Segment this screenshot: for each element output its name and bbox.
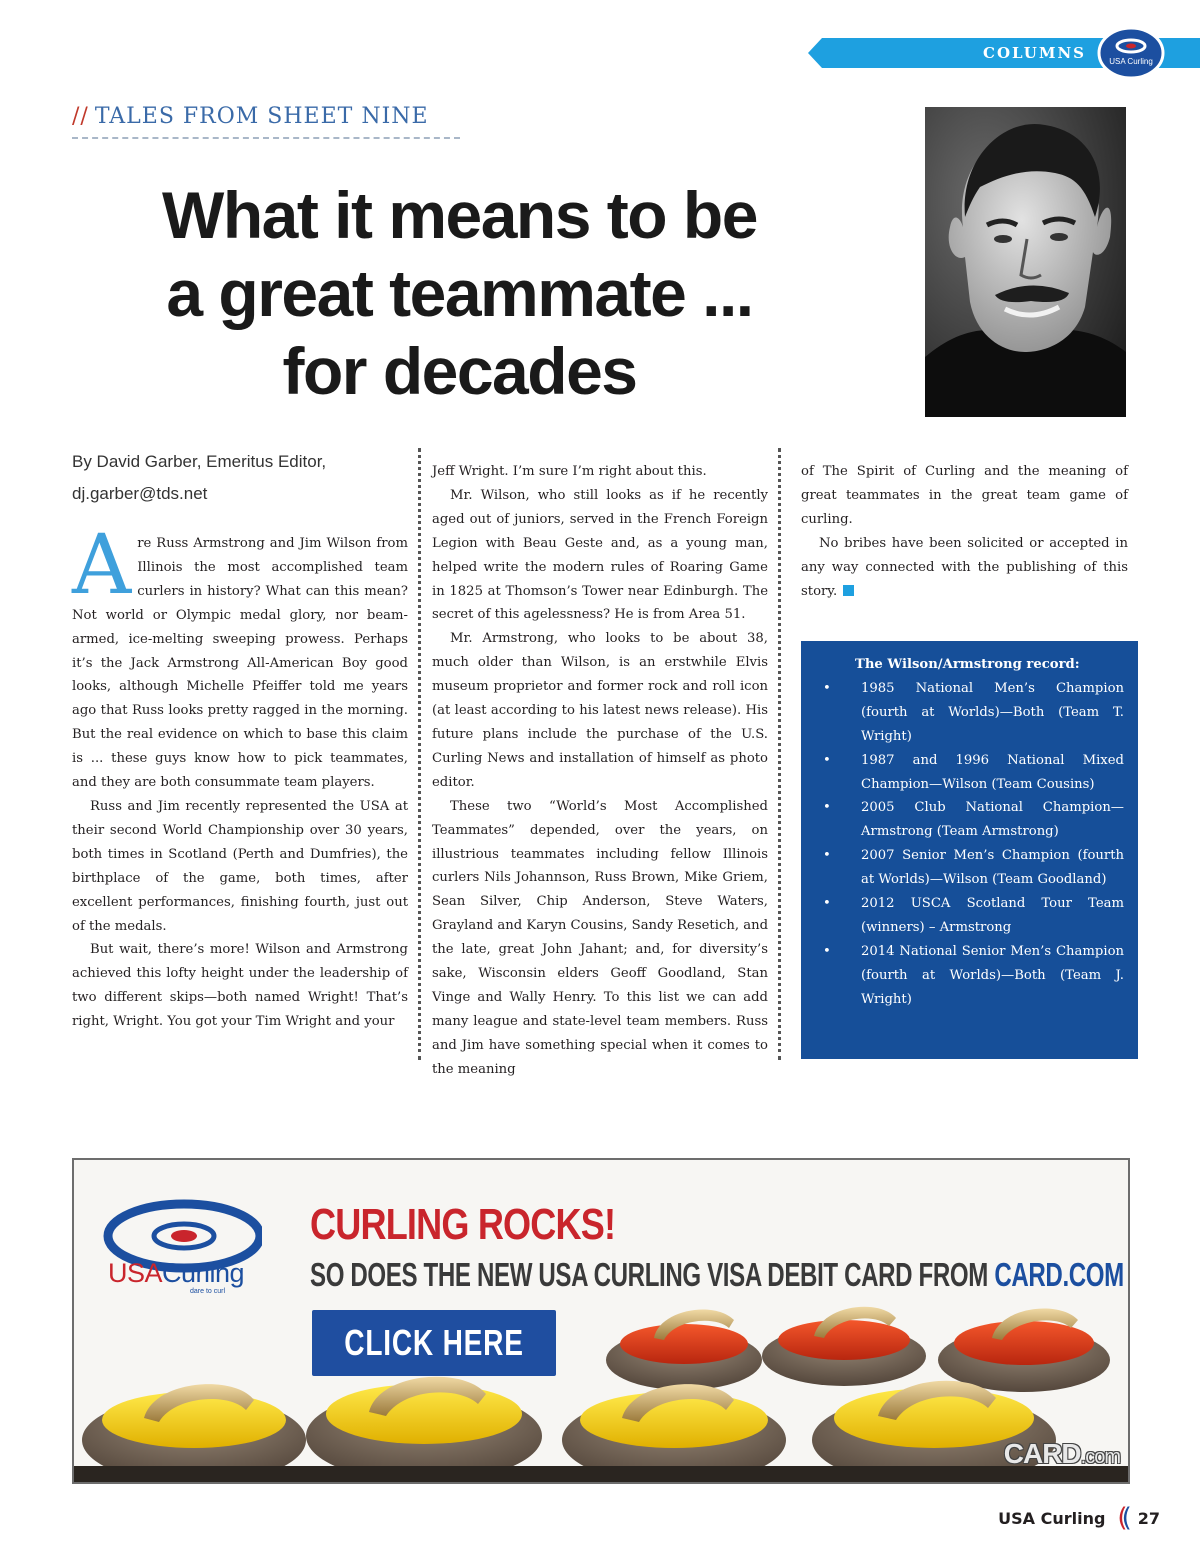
headline-line: a great teammate ... xyxy=(166,256,753,330)
curling-brackets-icon: (( xyxy=(1117,1503,1126,1533)
byline xyxy=(72,446,412,510)
column-divider xyxy=(778,448,781,1060)
logo-curling: Curling xyxy=(162,1258,245,1288)
bullet-icon: • xyxy=(823,943,831,959)
record-item xyxy=(815,844,1124,892)
ad-logo-wordmark xyxy=(108,1258,244,1289)
card-ad-banner[interactable] xyxy=(72,1158,1130,1484)
column-divider xyxy=(418,448,421,1060)
bullet-icon: • xyxy=(823,800,831,816)
card-logo-text: CARD xyxy=(1003,1438,1081,1469)
bullet-icon: • xyxy=(823,752,831,768)
record-item xyxy=(815,940,1124,1012)
section-label: COLUMNS xyxy=(983,44,1086,62)
record-item xyxy=(815,749,1124,797)
article-column-3 xyxy=(801,460,1128,603)
article-paragraph: These two “World’s Most Accomplished Teammates” depended, over the years, on illustrious teammates including fellow Illinois curlers Nils Johannson, Russ Brown, Mike Griem, Sean Silver, Chip Anderson, Steve Waters, Grayland and Karyn Cousins, Sandy Resetich, and the late, great John Jahant; and, for diversity’s sake, Wisconsin elders Geoff Goodland, Stan Vinge and Wally Henry. To this list we can add many league and state-level team members. Russ and Jim have something special when it comes to the meaning xyxy=(432,798,769,1077)
card-com-logo xyxy=(1004,1438,1120,1470)
bullet-icon: • xyxy=(823,848,831,864)
ad-subhead-text: SO DOES THE NEW USA CURLING VISA DEBIT CARD FROM xyxy=(310,1256,988,1293)
kicker-text: TALES FROM SHEET NINE xyxy=(94,104,429,129)
record-item xyxy=(815,796,1124,844)
drop-cap: A xyxy=(72,518,132,613)
ad-logo-tagline: dare to curl xyxy=(190,1288,226,1295)
record-item-text: 1985 National Men’s Champion (fourth at Worlds)—Both (Team T. Wright) xyxy=(861,680,1124,744)
article-paragraph: of The Spirit of Curling and the meaning of great teammates in the great team game of curling. xyxy=(801,464,1128,527)
article-paragraph xyxy=(801,532,1128,604)
article-paragraph: But wait, there’s more! Wilson and Armstrong achieved this lofty height under the leadership of two different skips—both named Wright! That’s right, Wright. You got your Tim Wright and your xyxy=(72,942,408,1030)
headline-line: for decades xyxy=(282,334,637,408)
article-column-2 xyxy=(432,460,768,1082)
ad-headline: CURLING ROCKS! xyxy=(310,1200,616,1249)
ad-subhead xyxy=(310,1256,1124,1294)
page-number: 27 xyxy=(1137,1508,1160,1528)
record-item-text: 2007 Senior Men’s Champion (fourth at Worlds)—Wilson (Team Goodland) xyxy=(861,848,1124,888)
record-sidebar xyxy=(801,641,1138,1059)
usa-curling-logo-text: USA Curling xyxy=(1109,57,1153,66)
bullet-icon: • xyxy=(823,896,831,912)
usa-curling-logo xyxy=(1097,26,1165,80)
record-item xyxy=(815,677,1124,749)
author-photo xyxy=(925,107,1126,417)
byline-email[interactable]: dj.garber@tds.net xyxy=(72,484,208,503)
article-paragraph: Mr. Armstrong, who looks to be about 38, much older than Wilson, is an erstwhile Elvis museum proprietor and former rock and roll icon (at least according to his latest news release). His future plans include the purchase of the U.S. Curling News and installation of himself as photo editor. xyxy=(432,631,768,790)
bullet-icon: • xyxy=(823,680,831,696)
record-item-text: 2012 USCA Scotland Tour Team (winners) – Armstrong xyxy=(861,896,1124,935)
article-kicker xyxy=(72,104,460,139)
article-column-1 xyxy=(72,518,408,1034)
record-item-text: 2014 National Senior Men’s Champion (fourth at Worlds)—Both (Team J. Wright) xyxy=(861,943,1124,1007)
article-paragraph: Jeff Wright. I’m sure I’m right about this. xyxy=(432,464,707,479)
byline-author: By David Garber, Emeritus Editor, xyxy=(72,452,327,471)
article-headline xyxy=(72,176,847,410)
record-item-text: 1987 and 1996 National Mixed Champion—Wilson (Team Cousins) xyxy=(861,752,1124,792)
logo-usa: USA xyxy=(108,1258,163,1288)
card-logo-suffix: .com xyxy=(1080,1446,1120,1468)
end-mark-icon xyxy=(843,585,854,596)
headline-line: What it means to be xyxy=(162,178,757,252)
article-paragraph: Russ and Jim recently represented the USA at their second World Championship over 30 years, both times in Scotland (Perth and Dumfries), the birthplace of the game, both times, after excellent performances, finishing fourth, just out of the medals. xyxy=(72,798,408,934)
record-item xyxy=(815,892,1124,940)
kicker-slashes: // xyxy=(72,104,89,129)
record-list xyxy=(815,677,1124,1012)
article-paragraph: Mr. Wilson, who still looks as if he recently aged out of juniors, served in the French Foreign Legion with Beau Geste and, as a young man, helped write the modern rules of Roaring Game in 1825 at Thomson’s Tower near Edinburgh. The secret of this agelessness? He is from Area 51. xyxy=(432,487,768,623)
ad-subhead-brand: CARD.COM xyxy=(994,1256,1124,1293)
article-paragraph xyxy=(72,518,408,795)
publication-name: USA Curling xyxy=(998,1508,1106,1528)
sidebar-title: The Wilson/Armstrong record: xyxy=(855,657,1080,672)
paragraph-text: re Russ Armstrong and Jim Wilson from Illinois the most accomplished team curlers in history? What can this mean? Not world or Olympic medal glory, nor beam-armed, ice-melting sweeping prowess. Perhaps it’s the Jack Armstrong All-American Boy good looks, although Michelle Pfeiffer told me years ago that Russ looks pretty ragged in the morning. But the real evidence on which to base this claim is ... these guys know how to pick teammates, and they are both consummate team players. xyxy=(72,536,408,791)
click-here-button[interactable] xyxy=(312,1310,556,1376)
click-here-label: CLICK HERE xyxy=(344,1322,524,1363)
paragraph-text: No bribes have been solicited or accepted in any way connected with the publishing of this story. xyxy=(801,535,1128,599)
page-footer xyxy=(998,1503,1160,1533)
record-item-text: 2005 Club National Champion—Armstrong (Team Armstrong) xyxy=(861,800,1124,840)
